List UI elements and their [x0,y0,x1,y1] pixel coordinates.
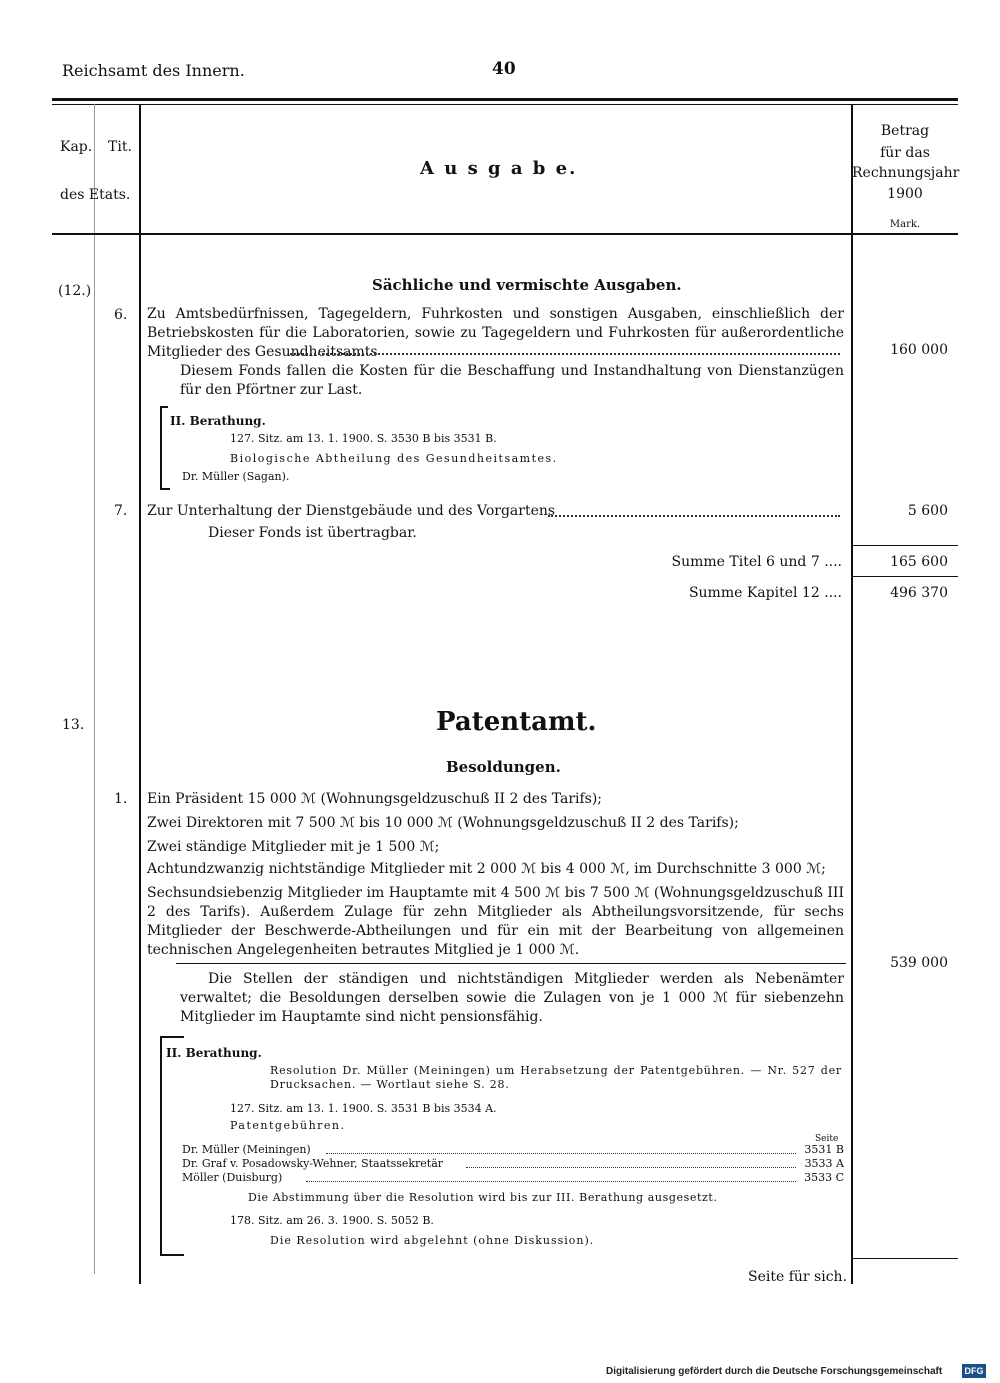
besoldung-line-4: Achtundzwanzig nichtständige Mitglieder mit 2 000 ℳ bis 4 000 ℳ, im Durchschnitte 3 000 ℳ; [147,861,826,877]
currency-label: Mark. [889,219,921,230]
speaker-3-name: Möller (Duisburg) [182,1171,283,1184]
title-7-amount: 5 600 [907,503,948,519]
amount-label-3: Rechnungsjahr [852,165,960,181]
beratung-2-sitz-1: 127. Sitz. am 13. 1. 1900. S. 3531 B bis 3534 A. [230,1102,497,1115]
sum-titles-rule-top [852,545,958,546]
top-rule-thin [52,104,958,105]
title-7-note: Dieser Fonds ist übertragbar. [208,525,417,541]
beratung-1-bracket-top [160,406,168,408]
beratung-1-line1: 127. Sitz. am 13. 1. 1900. S. 3530 B bis 3531 B. [230,432,497,445]
speaker-1-leader [326,1153,796,1154]
header-kap: Kap. [60,139,93,155]
speaker-1-page: 3531 B [804,1143,844,1156]
sum-chapter-label: Summe Kapitel 12 .... [688,585,842,601]
running-head: Reichsamt des Innern. [62,61,245,80]
kap-12: (12.) [58,283,92,299]
besoldung-line-2: Zwei Direktoren mit 7 500 ℳ bis 10 000 ℳ (Wohnungsgeldzuschuß II 2 des Tarifs); [147,815,739,831]
beratung-2-sitz-2: 178. Sitz. am 26. 3. 1900. S. 5052 B. [230,1214,434,1227]
beratung-2-resolution: Resolution Dr. Müller (Meiningen) um Herabsetzung der Patentgebühren. — Nr. 527 der Drucksachen. — Wortlaut siehe S. 28. [270,1064,842,1091]
speaker-3-page: 3533 C [804,1171,844,1184]
seite-label: Seite [815,1134,839,1144]
page-number: 40 [492,59,516,79]
speaker-2-name: Dr. Graf v. Posadowsky-Wehner, Staatssekretär [182,1157,444,1170]
continued-note: Seite für sich. [748,1269,848,1285]
dfg-logo [962,1364,986,1378]
besoldung-paragraph: Sechsundsiebenzig Mitglieder im Hauptamte mit 4 500 ℳ bis 7 500 ℳ (Wohnungsgeldzuschuß III 2 des Tarifs). Außerdem Zulage für zehn Mitglieder als Abtheilungsvorsitzende, für sechs Mitglieder der Beschwerde-Abtheilungen und für ein mit der Bearbeitung von allgemeinen technischen Angelegenheiten betrautes Mitglied je 1 000 ℳ. [147,885,844,958]
beratung-1-line2: Biologische Abtheilung des Gesundheitsamtes. [230,452,558,465]
beratung-1-line3: Dr. Müller (Sagan). [182,470,290,483]
title-6-note: Diesem Fonds fallen die Kosten für die Beschaffung und Instandhaltung von Dienstanzügen für den Pförtner zur Last. [180,363,844,398]
title-6-text: Zu Amtsbedürfnissen, Tagegeldern, Fuhrkosten und sonstigen Ausgaben, einschließlich der Betriebskosten für die Laboratorien, sowie zu Tagegeldern und Fuhrkosten für außerordentliche Mitglieder des Gesundheitsamts [147,306,844,360]
title-6-leader [290,353,840,355]
beratung-1-title: II. Berathung. [170,414,266,428]
amount-label-1: Betrag [880,123,930,139]
title-6-amount: 160 000 [890,342,948,358]
col-rule-tit [139,104,141,1284]
beratung-2-abstimmung: Die Abstimmung über die Resolution wird bis zur III. Berathung ausgesetzt. [248,1191,718,1204]
header-bottom-rule [52,233,958,235]
tit-13-1: 1. [114,791,128,807]
header-des-etats: des Etats. [60,187,131,203]
tit-7: 7. [114,503,128,519]
besoldung-note: Die Stellen der ständigen und nichtständigen Mitglieder werden als Nebenämter verwaltet; die Besoldungen derselben sowie die Zulagen von je 1 000 ℳ für siebenzehn Mitglieder im Hauptamte sind nicht pensionsfähig. [180,971,844,1025]
dfg-logo-text: DFG [964,1366,984,1376]
title-7-text: Zur Unterhaltung der Dienstgebäude und des Vorgartens [147,503,556,519]
tit-6: 6. [114,307,128,323]
footer-credit: Digitalisierung gefördert durch die Deutsche Forschungsgemeinschaft [606,1366,943,1377]
beratung-2-title: II. Berathung. [166,1046,262,1060]
besoldung-amount: 539 000 [890,955,948,971]
amount-label-2: für das [880,145,930,161]
table-title: A u s g a b e. [420,158,578,179]
beratung-2-bracket-bottom [160,1254,184,1256]
header-tit: Tit. [108,139,132,155]
besoldung-line-1: Ein Präsident 15 000 ℳ (Wohnungsgeldzuschuß II 2 des Tarifs); [147,791,603,807]
section-13-heading: Besoldungen. [446,758,561,776]
col-rule-amount [851,104,853,1284]
sum-titles-label: Summe Titel 6 und 7 .... [671,554,842,570]
sum-titles-amount: 165 600 [890,554,948,570]
amount-label-4: 1900 [887,186,923,202]
beratung-2-result: Die Resolution wird abgelehnt (ohne Diskussion). [270,1234,595,1247]
amount-end-rule [852,1258,958,1259]
sum-chapter-amount: 496 370 [890,585,948,601]
col-rule-kap [94,104,95,1274]
beratung-1-bracket-left [160,406,162,490]
kap-13: 13. [62,717,85,733]
beratung-1-bracket-bottom [160,488,170,490]
section-12-heading: Sächliche und vermischte Ausgaben. [372,276,682,294]
section-13-title: Patentamt. [436,707,597,737]
speaker-2-leader [466,1167,796,1168]
sum-titles-rule-bottom [852,576,958,577]
beratung-2-bracket-left [160,1036,162,1256]
top-rule-thick [52,98,958,101]
besoldung-line-3: Zwei ständige Mitglieder mit je 1 500 ℳ; [147,839,440,855]
beratung-2-bracket-top [160,1036,184,1038]
speaker-1-name: Dr. Müller (Meiningen) [182,1143,311,1156]
speaker-3-leader [306,1181,796,1182]
besoldung-separator [176,963,846,964]
beratung-2-topic: Patentgebühren. [230,1119,346,1132]
title-7-leader [548,515,840,517]
speaker-2-page: 3533 A [804,1157,844,1170]
